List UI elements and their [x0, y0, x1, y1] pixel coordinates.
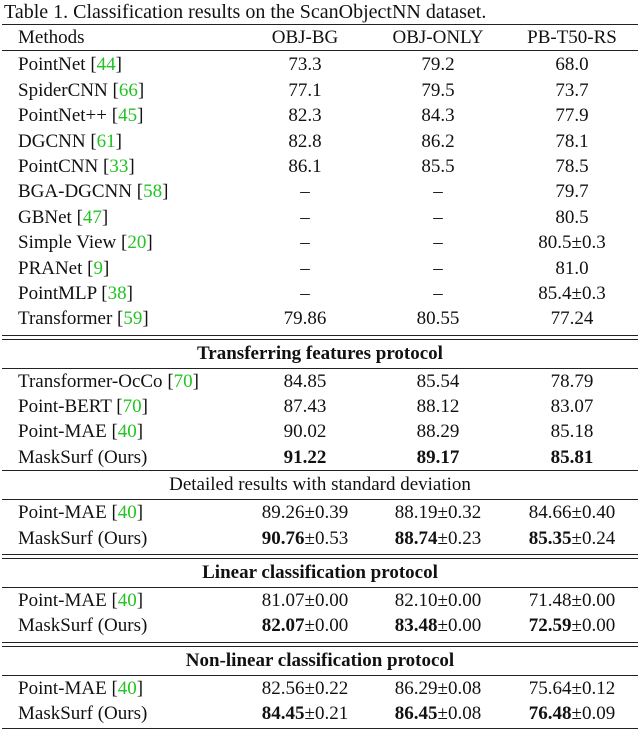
citation-link[interactable]: 40	[117, 677, 137, 699]
table-row	[0, 445, 640, 470]
value-text: 79.7	[555, 181, 589, 203]
table-row	[0, 78, 640, 103]
value-bold: 84.45	[261, 703, 305, 725]
value-bold: 88.74	[394, 527, 438, 549]
value-text: ±0.09	[571, 703, 616, 725]
value-text: –	[433, 206, 443, 228]
value-text: 82.56±0.22	[261, 677, 349, 699]
value-cell	[502, 500, 640, 525]
value-cell	[235, 419, 375, 444]
value-cell	[368, 103, 508, 128]
value-text: 86.2	[421, 130, 455, 152]
table-row	[0, 52, 640, 77]
value-cell	[235, 230, 375, 255]
table-caption: Table 1. Classification results on the ScanObjectNN dataset.	[4, 1, 487, 23]
method-cell	[18, 526, 147, 551]
value-cell	[502, 205, 640, 230]
value-cell	[502, 394, 640, 419]
section-title: Transferring features protocol	[197, 342, 443, 364]
value-cell	[235, 369, 375, 394]
table-row	[0, 129, 640, 154]
value-cell	[235, 129, 375, 154]
method-name: GBNet	[18, 206, 72, 228]
citation-link[interactable]: 20	[127, 232, 147, 254]
table-row	[0, 500, 640, 525]
value-cell	[368, 394, 508, 419]
value-text: ±0.00	[437, 615, 482, 637]
value-text: ±0.53	[304, 527, 349, 549]
value-text: –	[433, 257, 443, 279]
value-text: ±0.00	[304, 615, 349, 637]
citation-link[interactable]: 9	[93, 257, 103, 279]
citation-link[interactable]: 66	[118, 79, 138, 101]
table-row	[0, 230, 640, 255]
value-text: 86.1	[288, 155, 322, 177]
value-text: 87.43	[283, 396, 327, 418]
citation-link[interactable]: 33	[109, 155, 129, 177]
value-cell	[502, 179, 640, 204]
value-text: 88.19±0.32	[394, 502, 482, 524]
value-cell	[502, 306, 640, 331]
value-cell	[502, 154, 640, 179]
value-text: 82.3	[288, 105, 322, 127]
value-text: –	[300, 232, 310, 254]
table-row	[0, 179, 640, 204]
value-text: 83.07	[550, 396, 594, 418]
value-cell	[502, 419, 640, 444]
value-text: 79.5	[421, 79, 455, 101]
citation-link[interactable]: 47	[82, 206, 102, 228]
citation-link[interactable]: 61	[96, 130, 116, 152]
value-cell	[368, 419, 508, 444]
value-cell	[235, 179, 375, 204]
value-text: 85.18	[550, 421, 594, 443]
value-cell	[235, 52, 375, 77]
table-row	[0, 613, 640, 638]
citation-link[interactable]: 70	[173, 370, 193, 392]
value-cell	[368, 306, 508, 331]
method-name: BGA-DGCNN	[18, 181, 132, 203]
header-obj-only: OBJ-ONLY	[392, 27, 484, 48]
method-cell: Point-MAE [40]	[18, 677, 144, 699]
value-text: 90.02	[283, 421, 327, 443]
citation-link[interactable]: 44	[96, 54, 116, 76]
citation-link[interactable]: 38	[107, 282, 127, 304]
method-name: Point-MAE	[18, 502, 107, 524]
value-cell	[502, 369, 640, 394]
method-name: PRANet	[18, 257, 83, 279]
value-text: ±0.24	[571, 527, 616, 549]
citation-link[interactable]: 58	[143, 181, 163, 203]
value-cell	[502, 676, 640, 701]
method-cell: Point-BERT [70]	[18, 396, 148, 418]
value-text: 81.07±0.00	[261, 590, 349, 612]
value-bold: 89.17	[416, 446, 460, 468]
value-cell	[502, 230, 640, 255]
value-text: 82.8	[288, 130, 322, 152]
value-text: 82.10±0.00	[394, 590, 482, 612]
value-cell	[235, 154, 375, 179]
method-cell: Point-MAE [40]	[18, 421, 144, 443]
value-text: 84.66±0.40	[528, 502, 616, 524]
value-cell	[368, 526, 508, 551]
method-name: PointCNN	[18, 155, 99, 177]
value-text: ±0.08	[437, 703, 482, 725]
value-text: 85.5	[421, 155, 455, 177]
value-cell	[502, 526, 640, 551]
citation-link[interactable]: 70	[122, 396, 142, 418]
method-cell	[18, 445, 147, 470]
table-row	[0, 306, 640, 331]
table-row	[0, 394, 640, 419]
value-text: 79.2	[421, 54, 455, 76]
value-cell	[235, 613, 375, 638]
value-text: ±0.00	[571, 615, 616, 637]
method-cell: Transformer-OcCo [70]	[18, 370, 199, 392]
table-row	[0, 588, 640, 613]
table-row	[0, 526, 640, 551]
method-name: Transformer-OcCo	[18, 370, 163, 392]
value-bold: 85.81	[550, 446, 594, 468]
value-cell	[368, 676, 508, 701]
method-cell: PRANet [9]	[18, 257, 110, 279]
value-cell	[235, 306, 375, 331]
method-cell: PointNet [44]	[18, 54, 122, 76]
value-cell	[502, 281, 640, 306]
value-bold: 85.35	[528, 527, 572, 549]
value-text: 75.64±0.12	[528, 677, 616, 699]
section-title: Non-linear classification protocol	[185, 649, 455, 671]
method-cell: SpiderCNN [66]	[18, 79, 145, 101]
table-body	[0, 51, 640, 726]
value-bold: 72.59	[528, 615, 572, 637]
value-text: 78.1	[555, 130, 589, 152]
method-name: Point-BERT	[18, 396, 112, 418]
value-text: 80.5	[555, 206, 589, 228]
value-text: 81.0	[555, 257, 589, 279]
value-text: 77.1	[288, 79, 322, 101]
table-row	[0, 701, 640, 726]
value-bold: 83.48	[394, 615, 438, 637]
value-cell	[368, 256, 508, 281]
value-text: 77.9	[555, 105, 589, 127]
value-text: 89.26±0.39	[261, 502, 349, 524]
method-name: PointNet++	[18, 105, 107, 127]
method-cell: Point-MAE [40]	[18, 590, 144, 612]
value-cell	[368, 129, 508, 154]
value-text: 85.54	[416, 370, 460, 392]
method-name: MaskSurf (Ours)	[18, 703, 148, 725]
value-cell	[502, 613, 640, 638]
value-cell	[235, 588, 375, 613]
value-cell	[235, 256, 375, 281]
table-row	[0, 369, 640, 394]
value-text: 86.29±0.08	[394, 677, 482, 699]
bottom-rule	[2, 728, 638, 729]
value-bold: 86.45	[394, 703, 438, 725]
header-row	[0, 25, 640, 50]
value-text: –	[300, 282, 310, 304]
value-text: 79.86	[283, 308, 327, 330]
value-cell	[368, 281, 508, 306]
method-name: MaskSurf (Ours)	[18, 446, 148, 468]
value-text: –	[300, 206, 310, 228]
value-cell	[368, 369, 508, 394]
value-text: 68.0	[555, 54, 589, 76]
value-cell	[235, 281, 375, 306]
value-text: 88.12	[416, 396, 460, 418]
method-name: PointNet	[18, 54, 86, 76]
method-cell: Point-MAE [40]	[18, 502, 144, 524]
value-cell	[502, 103, 640, 128]
method-name: DGCNN	[18, 130, 86, 152]
value-bold: 82.07	[261, 615, 305, 637]
table-row	[0, 205, 640, 230]
method-cell: Transformer [59]	[18, 308, 149, 330]
value-cell	[368, 588, 508, 613]
value-cell	[502, 52, 640, 77]
value-text: –	[433, 232, 443, 254]
method-cell	[18, 701, 147, 726]
value-cell	[502, 256, 640, 281]
method-cell: PointNet++ [45]	[18, 105, 144, 127]
value-cell	[368, 701, 508, 726]
method-cell: PointMLP [38]	[18, 282, 133, 304]
citation-link[interactable]: 59	[123, 308, 143, 330]
value-cell	[502, 78, 640, 103]
table-row	[0, 256, 640, 281]
value-text: 73.3	[288, 54, 322, 76]
value-cell	[502, 701, 640, 726]
table-row	[0, 103, 640, 128]
value-text: 77.24	[550, 308, 594, 330]
value-cell	[368, 205, 508, 230]
section-title: Detailed results with standard deviation	[169, 474, 471, 496]
value-text: ±0.21	[304, 703, 349, 725]
value-cell	[368, 445, 508, 470]
value-text: 84.3	[421, 105, 455, 127]
value-cell	[235, 394, 375, 419]
value-cell	[502, 588, 640, 613]
value-cell	[368, 500, 508, 525]
method-name: Simple View	[18, 232, 117, 254]
method-cell: GBNet [47]	[18, 206, 109, 228]
value-cell	[235, 103, 375, 128]
method-name: PointMLP	[18, 282, 97, 304]
value-bold: 76.48	[528, 703, 572, 725]
value-text: –	[300, 181, 310, 203]
value-text: 78.5	[555, 155, 589, 177]
method-name: Point-MAE	[18, 677, 107, 699]
value-cell	[502, 445, 640, 470]
value-text: 85.4±0.3	[538, 282, 606, 304]
value-cell	[502, 129, 640, 154]
table-row	[0, 154, 640, 179]
value-cell	[235, 701, 375, 726]
method-name: MaskSurf (Ours)	[18, 615, 148, 637]
table-row	[0, 419, 640, 444]
value-cell	[235, 500, 375, 525]
value-cell	[235, 676, 375, 701]
value-cell	[368, 52, 508, 77]
method-name: Point-MAE	[18, 590, 107, 612]
value-cell	[235, 445, 375, 470]
value-text: 84.85	[283, 370, 327, 392]
table-row	[0, 676, 640, 701]
value-text: 71.48±0.00	[528, 590, 616, 612]
citation-link[interactable]: 40	[117, 502, 137, 524]
citation-link[interactable]: 45	[118, 105, 138, 127]
value-bold: 90.76	[261, 527, 305, 549]
value-text: 80.55	[416, 308, 460, 330]
value-cell	[368, 613, 508, 638]
header-pb-t50-rs: PB-T50-RS	[527, 27, 617, 48]
citation-link[interactable]: 40	[117, 421, 137, 443]
value-text: ±0.23	[437, 527, 482, 549]
value-cell	[368, 179, 508, 204]
value-text: –	[300, 257, 310, 279]
method-cell: BGA-DGCNN [58]	[18, 181, 169, 203]
value-cell	[235, 205, 375, 230]
value-cell	[368, 154, 508, 179]
header-methods: Methods	[18, 27, 85, 48]
value-text: 73.7	[555, 79, 589, 101]
method-cell	[18, 613, 147, 638]
value-cell	[368, 230, 508, 255]
method-name: Transformer	[18, 308, 113, 330]
value-bold: 91.22	[283, 446, 327, 468]
value-text: 88.29	[416, 421, 460, 443]
value-text: –	[433, 181, 443, 203]
method-name: MaskSurf (Ours)	[18, 527, 148, 549]
value-cell	[368, 78, 508, 103]
value-cell	[235, 526, 375, 551]
method-cell: Simple View [20]	[18, 232, 153, 254]
value-cell	[235, 78, 375, 103]
value-text: –	[433, 282, 443, 304]
method-name: Point-MAE	[18, 421, 107, 443]
section-title: Linear classification protocol	[202, 562, 438, 584]
method-name: SpiderCNN	[18, 79, 108, 101]
method-cell: PointCNN [33]	[18, 155, 135, 177]
citation-link[interactable]: 40	[117, 590, 137, 612]
method-cell: DGCNN [61]	[18, 130, 122, 152]
table-row	[0, 281, 640, 306]
value-text: 80.5±0.3	[538, 232, 606, 254]
value-text: 78.79	[550, 370, 594, 392]
header-obj-bg: OBJ-BG	[271, 27, 339, 48]
